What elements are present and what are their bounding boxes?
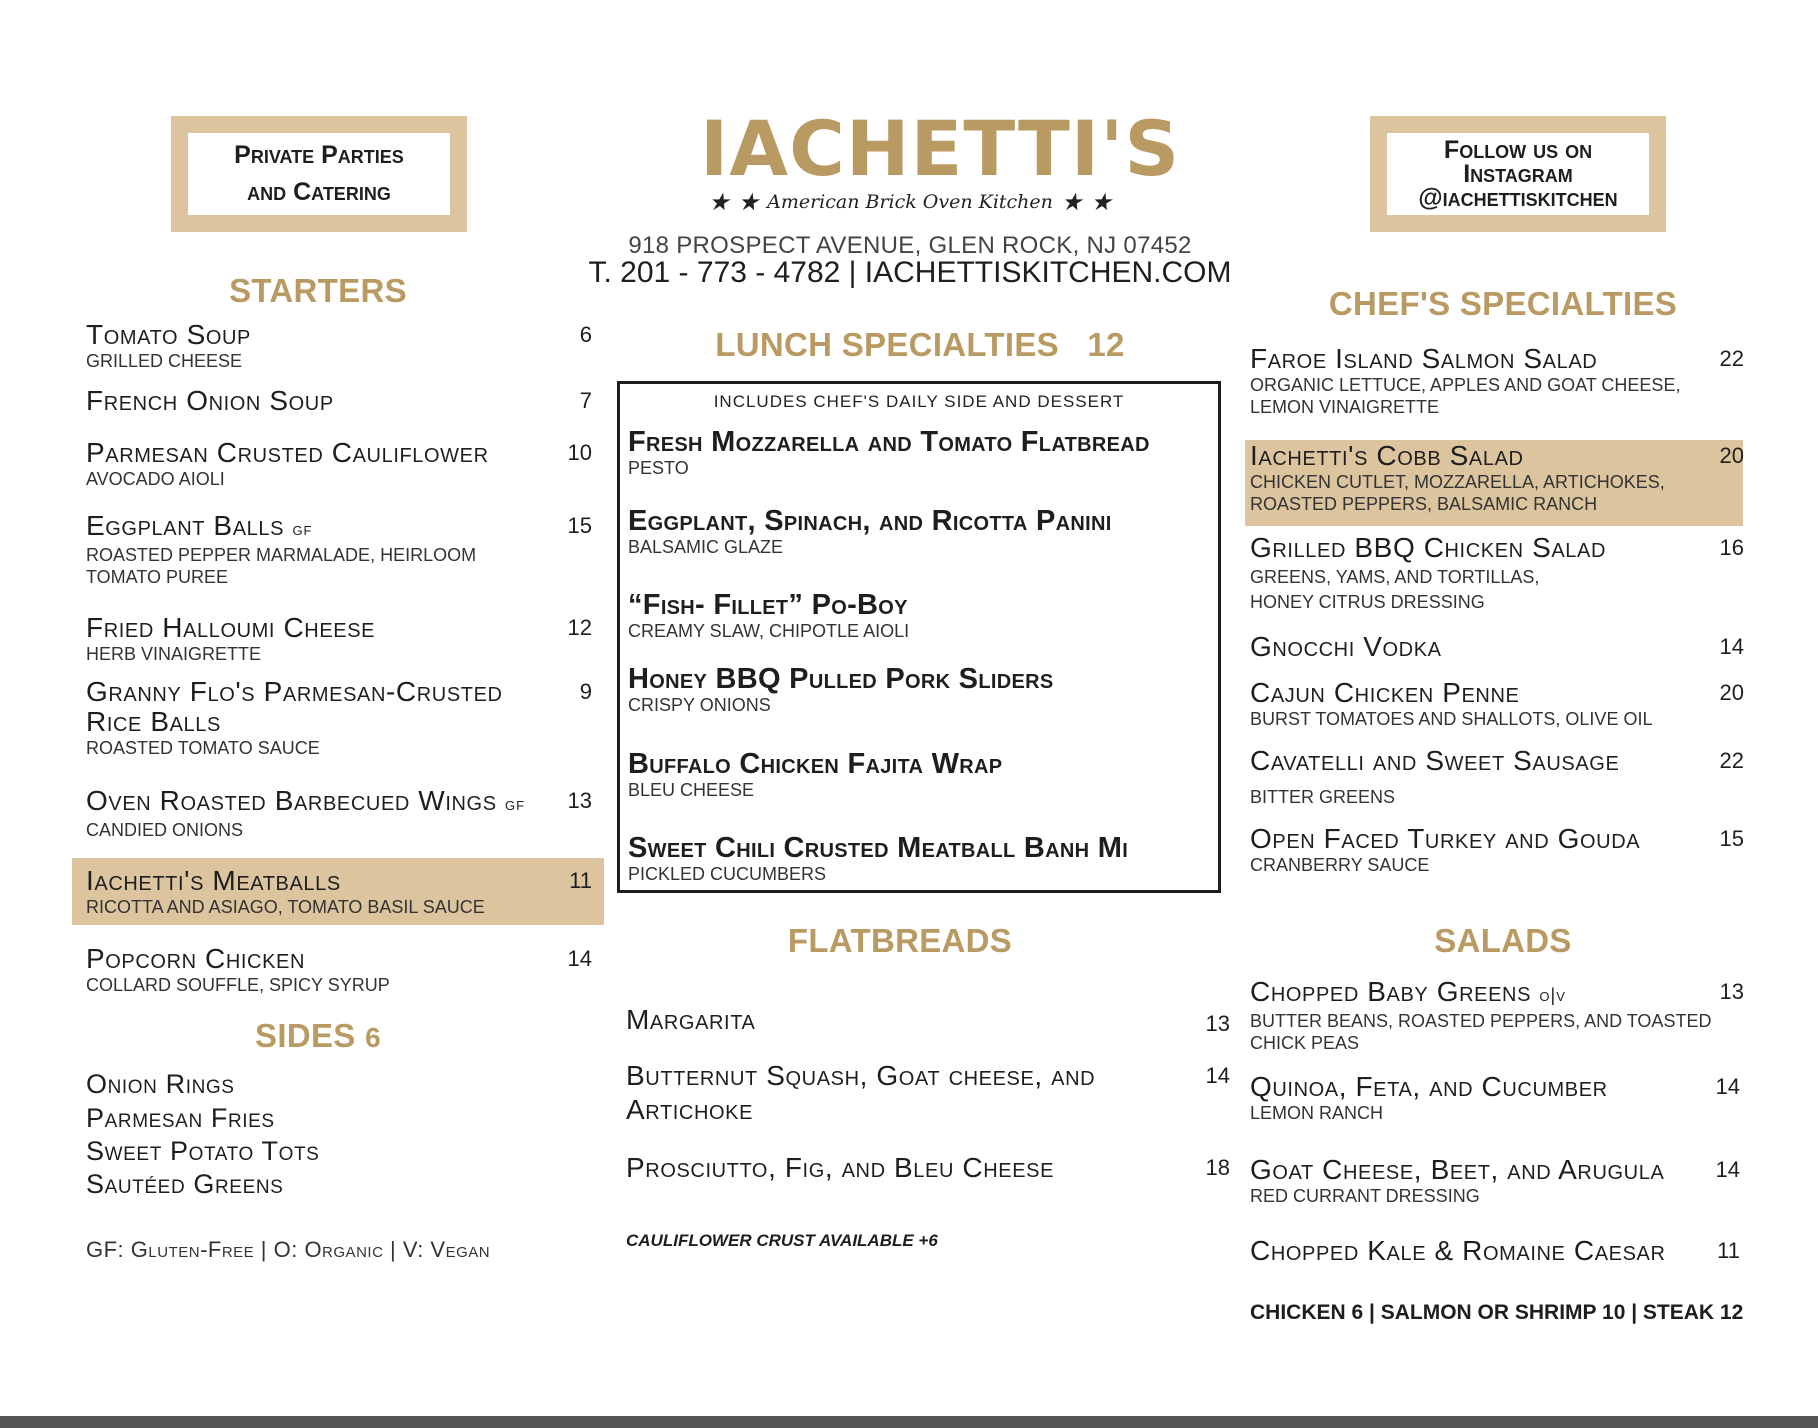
item-price: 22: [1719, 346, 1744, 371]
instagram-handle: @iachettiskitchen: [1418, 184, 1618, 212]
item-name: Oven Roasted Barbecued Wings: [86, 785, 497, 816]
star-icon: ★: [1060, 188, 1083, 216]
item-name: Fried Halloumi Cheese: [86, 612, 376, 643]
tagline-row: [705, 190, 1115, 214]
item-name: Faroe Island Salmon Salad: [1250, 343, 1598, 374]
chefs-specialties-title: CHEF'S SPECIALTIES: [1328, 285, 1678, 322]
menu-item: [1250, 441, 1744, 515]
salads-title: SALADS: [1434, 922, 1572, 959]
private-parties-line2: and Catering: [247, 178, 391, 206]
private-parties-box: [171, 116, 467, 232]
item-name: Popcorn Chicken: [86, 943, 306, 974]
item-name: Rice Balls: [86, 706, 221, 737]
menu-item: [86, 386, 592, 416]
star-icon: ★: [737, 188, 760, 216]
menu-item: [86, 677, 592, 759]
item-name: Goat Cheese, Beet, and Arugula: [1250, 1154, 1665, 1185]
item-price: 13: [567, 788, 592, 813]
item-desc: CHICK PEAS: [1250, 1033, 1360, 1053]
item-price: 15: [1719, 826, 1744, 851]
item-desc: COLLARD SOUFFLE, SPICY SYRUP: [86, 975, 390, 995]
flatbread-item: [626, 1005, 1230, 1035]
organic-vegan-tag: o|v: [1539, 985, 1566, 1005]
item-name: Parmesan Crusted Cauliflower: [86, 437, 489, 468]
item-name: Gnocchi Vodka: [1250, 631, 1442, 662]
lunch-item: [628, 832, 1128, 884]
item-desc: LEMON RANCH: [1250, 1103, 1384, 1123]
lunch-item: [628, 663, 1053, 715]
item-name: Margarita: [626, 1004, 756, 1035]
item-price: 16: [1719, 535, 1744, 560]
sides-title-text: SIDES: [255, 1017, 356, 1054]
menu-item: [1250, 632, 1744, 662]
flatbreads-title: FLATBREADS: [787, 922, 1013, 959]
item-desc: HERB VINAIGRETTE: [86, 644, 262, 664]
item-name: Quinoa, Feta, and Cucumber: [1250, 1071, 1608, 1102]
item-desc: RED CURRANT DRESSING: [1250, 1186, 1480, 1206]
star-icon: ★: [1090, 188, 1112, 216]
starters-title: STARTERS: [229, 272, 407, 309]
menu-item: [86, 786, 592, 841]
item-desc: CREAMY SLAW, CHIPOTLE AIOLI: [628, 621, 910, 641]
private-parties-line1: Private Parties: [234, 141, 404, 169]
item-price: 14: [567, 946, 592, 971]
lunch-title: [620, 326, 1220, 364]
lunch-item: [628, 748, 1002, 800]
item-desc: ROASTED TOMATO SAUCE: [86, 738, 320, 758]
item-name: Eggplant Balls: [86, 510, 285, 541]
item-desc: CRISPY ONIONS: [628, 695, 771, 715]
menu-item: [86, 944, 592, 996]
item-desc: PESTO: [628, 458, 689, 478]
item-name: Tomato Soup: [86, 319, 251, 350]
item-name: Iachetti's Cobb Salad: [1250, 440, 1524, 471]
item-name: Cavatelli and Sweet Sausage: [1250, 745, 1620, 776]
sides-price: 6: [365, 1022, 381, 1053]
gluten-free-tag: gf: [292, 519, 313, 539]
item-price: 22: [1719, 748, 1744, 773]
item-name: French Onion Soup: [86, 385, 334, 416]
menu-item: [86, 866, 592, 918]
menu-item: [1250, 1236, 1740, 1266]
menu-item: [1250, 1072, 1740, 1124]
item-name: Granny Flo's Parmesan-Crusted: [86, 676, 503, 707]
item-price: 10: [567, 440, 592, 465]
menu-item: [1250, 533, 1744, 613]
item-price: 14: [1715, 1157, 1740, 1182]
tagline: American Brick Oven Kitchen: [767, 191, 1053, 213]
lunch-note: INCLUDES CHEF'S DAILY SIDE AND DESSERT: [713, 392, 1125, 411]
item-name: Sweet Chili Crusted Meatball Banh Mi: [628, 832, 1129, 864]
item-desc: LEMON VINAIGRETTE: [1250, 397, 1440, 417]
menu-item: [1250, 344, 1744, 418]
item-price: 14: [1205, 1063, 1230, 1088]
item-desc: GRILLED CHEESE: [86, 351, 243, 371]
item-price: 12: [567, 615, 592, 640]
item-desc: BITTER GREENS: [1250, 787, 1396, 807]
lunch-specials-box: [617, 381, 1221, 893]
item-desc: ORGANIC LETTUCE, APPLES AND GOAT CHEESE,: [1250, 375, 1681, 395]
item-name: Chopped Baby Greens: [1250, 976, 1532, 1007]
flatbread-item: [626, 1061, 1230, 1125]
instagram-line2: Instagram: [1463, 160, 1573, 188]
bottom-bar: [0, 1416, 1818, 1428]
lunch-title-text: LUNCH SPECIALTIES: [715, 326, 1059, 363]
restaurant-logo: IACHETTI'S: [700, 104, 1181, 193]
menu-item: [86, 511, 592, 588]
item-desc: BUTTER BEANS, ROASTED PEPPERS, AND TOASTED: [1250, 1011, 1712, 1031]
item-price: 13: [1719, 979, 1744, 1004]
item-desc: BLEU CHEESE: [628, 780, 755, 800]
item-name: Prosciutto, Fig, and Bleu Cheese: [626, 1152, 1055, 1183]
menu-item: [1250, 678, 1744, 730]
menu-item: [86, 613, 592, 665]
item-price: 14: [1719, 634, 1744, 659]
item-desc: ROASTED PEPPER MARMALADE, HEIRLOOM: [86, 545, 477, 565]
instagram-line1: Follow us on: [1443, 136, 1593, 164]
lunch-item: [628, 505, 1112, 557]
address: 918 PROSPECT AVENUE, GLEN ROCK, NJ 07452: [628, 232, 1192, 259]
item-desc: GREENS, YAMS, AND TORTILLAS,: [1250, 567, 1540, 587]
item-name: Open Faced Turkey and Gouda: [1250, 823, 1641, 854]
sides-title: [86, 1017, 550, 1055]
item-price: 11: [569, 868, 592, 893]
gluten-free-tag: gf: [505, 794, 526, 814]
item-price: 11: [1717, 1238, 1740, 1263]
item-desc: HONEY CITRUS DRESSING: [1250, 592, 1485, 612]
menu-item: [1250, 1155, 1740, 1207]
item-price: 15: [567, 513, 592, 538]
item-name: Chopped Kale & Romaine Caesar: [1250, 1235, 1666, 1266]
item-desc: ROASTED PEPPERS, BALSAMIC RANCH: [1250, 494, 1598, 514]
menu-item: [86, 320, 592, 372]
item-price: 13: [1205, 1011, 1230, 1036]
menu-item: [86, 438, 592, 490]
protein-addons: CHICKEN 6 | SALMON OR SHRIMP 10 | STEAK 12: [1250, 1301, 1744, 1324]
item-desc: CRANBERRY SAUCE: [1250, 855, 1430, 875]
cauliflower-crust-note: CAULIFLOWER CRUST AVAILABLE +6: [626, 1231, 938, 1250]
item-name: Buffalo Chicken Fajita Wrap: [628, 748, 1003, 780]
item-desc: AVOCADO AIOLI: [86, 469, 225, 489]
menu-item: [1250, 824, 1744, 876]
item-desc: BURST TOMATOES AND SHALLOTS, OLIVE OIL: [1250, 709, 1653, 729]
dietary-legend: GF: Gluten-Free | O: Organic | V: Vegan: [86, 1237, 491, 1262]
item-name: Cajun Chicken Penne: [1250, 677, 1520, 708]
side-item: Parmesan Fries: [86, 1103, 275, 1133]
item-desc: CANDIED ONIONS: [86, 820, 244, 840]
item-name: Grilled BBQ Chicken Salad: [1250, 532, 1606, 563]
lunch-price: 12: [1087, 326, 1125, 363]
item-price: 9: [579, 679, 592, 704]
instagram-box: [1370, 116, 1666, 232]
side-item: Sautéed Greens: [86, 1169, 284, 1199]
flatbread-item: [626, 1153, 1230, 1183]
item-name: Artichoke: [626, 1094, 754, 1125]
side-item: Onion Rings: [86, 1069, 235, 1099]
item-desc: TOMATO PUREE: [86, 567, 229, 587]
item-price: 20: [1719, 443, 1744, 468]
item-desc: PICKLED CUCUMBERS: [628, 864, 827, 884]
item-price: 20: [1719, 680, 1744, 705]
item-price: 7: [579, 388, 592, 413]
item-price: 14: [1715, 1074, 1740, 1099]
lunch-item: [628, 426, 1150, 478]
item-name: Fresh Mozzarella and Tomato Flatbread: [628, 426, 1150, 458]
item-name: Honey BBQ Pulled Pork Sliders: [628, 663, 1054, 695]
item-desc: RICOTTA AND ASIAGO, TOMATO BASIL SAUCE: [86, 897, 485, 917]
item-desc: BALSAMIC GLAZE: [628, 537, 784, 557]
item-name: Iachetti's Meatballs: [86, 865, 341, 896]
side-item: Sweet Potato Tots: [86, 1136, 320, 1166]
item-desc: CHICKEN CUTLET, MOZZARELLA, ARTICHOKES,: [1250, 472, 1665, 492]
item-price: 6: [579, 322, 592, 347]
item-name: Butternut Squash, Goat cheese, and: [626, 1060, 1096, 1091]
contact-info: T. 201 - 773 - 4782 | IACHETTISKITCHEN.COM: [588, 256, 1232, 289]
menu-item: [1250, 746, 1744, 808]
lunch-item: [628, 589, 909, 641]
item-price: 18: [1205, 1155, 1230, 1180]
star-icon: ★: [708, 188, 730, 216]
menu-item: [1250, 977, 1744, 1054]
item-name: “Fish- Fillet” Po-Boy: [628, 589, 908, 621]
item-name: Eggplant, Spinach, and Ricotta Panini: [628, 505, 1112, 537]
